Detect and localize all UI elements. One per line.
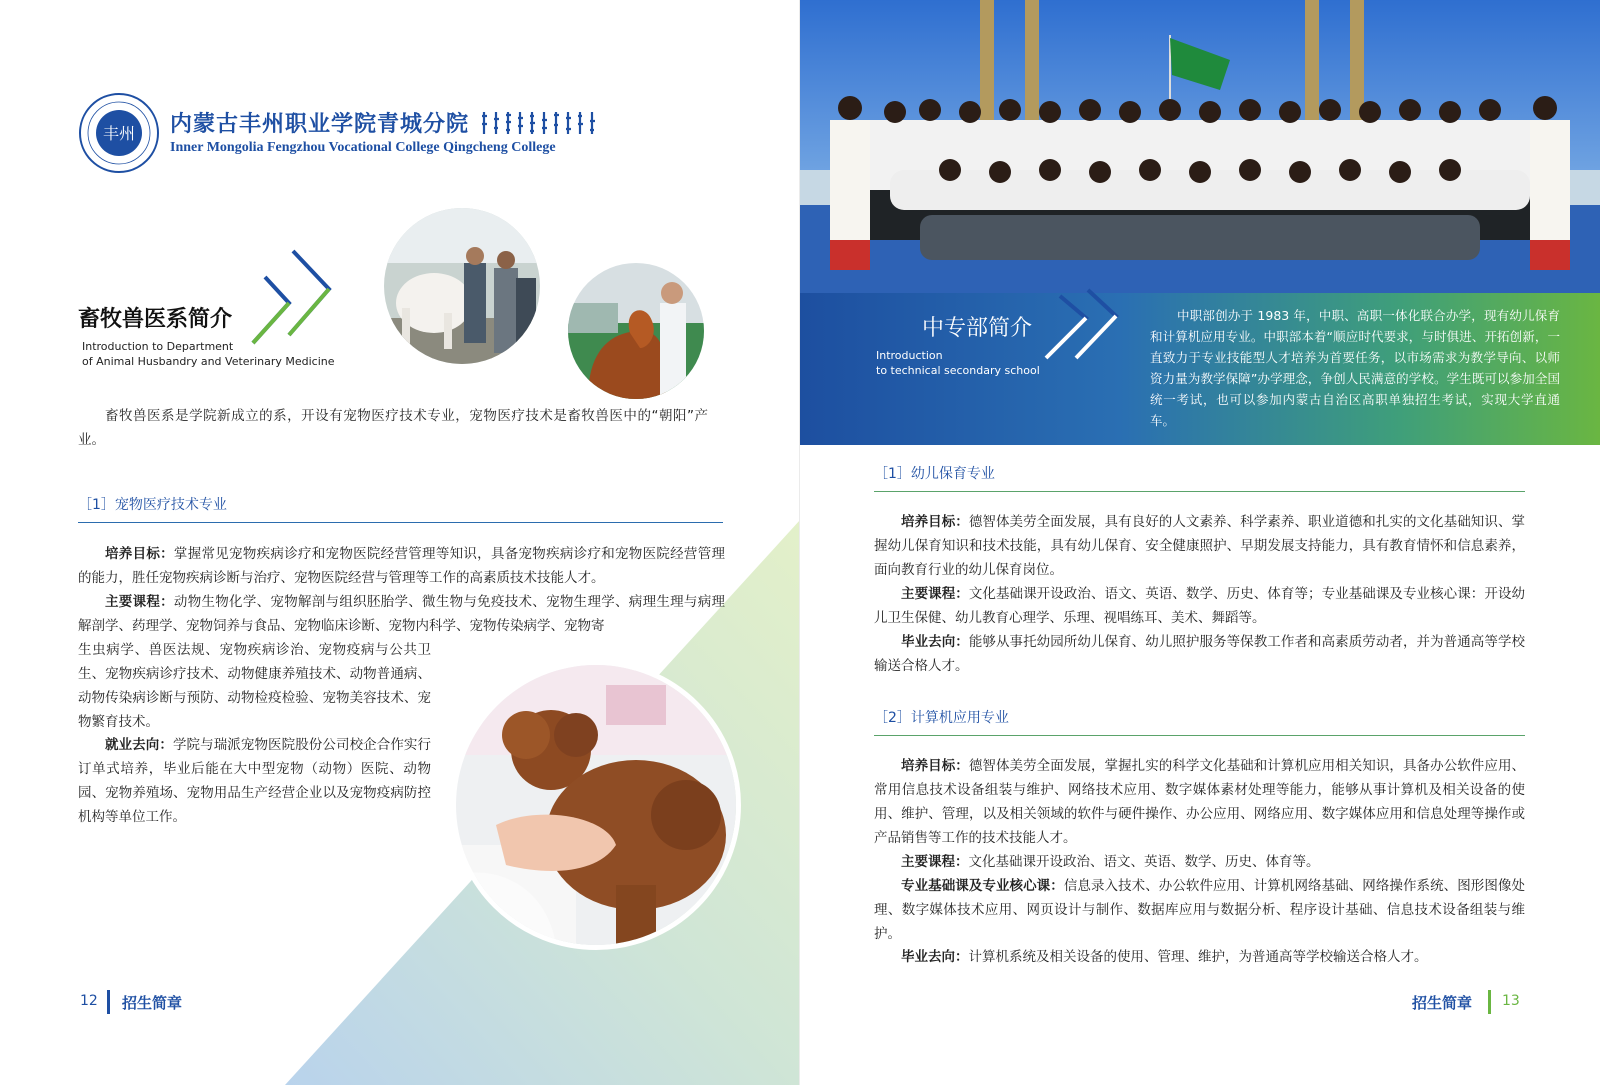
r-major1-divider [874, 491, 1525, 492]
course-label: 主要课程： [105, 594, 174, 610]
career-text: 计算机系统及相关设备的使用、管理、维护，为普通高等学校输送合格人才。 [968, 949, 1428, 965]
footer-bar-right [1488, 990, 1491, 1014]
double-chevron-icon [245, 245, 340, 345]
r-major2-courses [874, 850, 1525, 874]
career-label: 毕业去向： [901, 634, 969, 650]
goal-label: 培养目标： [901, 758, 969, 774]
department-intro: 畜牧兽医系是学院新成立的系，开设有宠物医疗技术专业，宠物医疗技术是畜牧兽医中的“朝阳”产业。 [78, 408, 708, 448]
group-photo-banner [800, 0, 1600, 445]
band-title: 中专部简介 [922, 316, 1033, 341]
section-title: 畜牧兽医系简介 [78, 307, 233, 332]
footer-bar-left [107, 990, 110, 1014]
r-major1-career [874, 630, 1525, 678]
major1-courses-cont: 生虫病学、兽医法规、宠物疾病诊治、宠物疫病与公共卫生、宠物疾病诊疗技术、动物健康养殖技术、动物普通病、动物传染病诊断与预防、动物检疫检验、宠物美容技术、宠物繁育技术。 [78, 642, 431, 730]
major1-career [78, 733, 431, 829]
college-name-cn: 内蒙古丰州职业学院青城分院 [170, 111, 470, 137]
goal-text: 德智体美劳全面发展，掌握扎实的科学文化基础和计算机应用相关知识，具备办公软件应用、常用信息技术设备组装与维护、网络技术应用、数字媒体素材处理等能力，能够从事计算机及相关设备的使用、维护、管理，以及相关领域的软件与硬件操作、办公应用、网络应用、数字媒体应用和信息处理等操作或产品销售等工作的技术技能人才。 [874, 758, 1526, 846]
r-major1-heading: ［1］幼儿保育专业 [874, 466, 995, 482]
major1-divider [78, 522, 723, 523]
logo-text: 丰州 [102, 124, 136, 143]
course-text: 文化基础课开设政治、语文、英语、数学、历史、体育等。 [968, 854, 1320, 870]
course-text: 文化基础课开设政治、语文、英语、数学、历史、体育等；专业基础课及专业核心课：开设幼儿卫生保健、幼儿教育心理学、乐理、视唱练耳、美术、舞蹈等。 [874, 586, 1526, 626]
core-label: 专业基础课及专业核心课： [901, 878, 1064, 894]
r-major2-core [874, 874, 1525, 946]
career-label: 就业去向： [105, 737, 173, 753]
group-photo [800, 0, 1600, 300]
goal-text: 掌握常见宠物疾病诊疗和宠物医院经营管理等知识，具备宠物疾病诊疗和宠物医院经营管理的能力，胜任宠物疾病诊断与治疗、宠物医院经营与管理等工作的高素质技术技能人才。 [78, 546, 726, 586]
college-logo-icon [78, 92, 160, 174]
footer-title-right: 招生简章 [1412, 994, 1473, 1012]
core-text: 信息录入技术、办公软件应用、计算机网络基础、网络操作系统、图形图像处理、数字媒体技术应用、网页设计与制作、数据库应用与数据分析、程序设计基础、信息技术设备组装与维护。 [874, 878, 1526, 942]
course-text-a: 动物生物化学、宠物解剖与组织胚胎学、微生物与免疫技术、宠物生理学、病理生理与病理解剖学、药理学、宠物饲养与食品、宠物临床诊断、宠物内科学、宠物传染病学、宠物寄 [78, 594, 726, 634]
major1-heading: ［1］宠物医疗技术专业 [78, 497, 227, 513]
major1-courses [78, 590, 725, 638]
page-number-left: 12 [80, 993, 98, 1009]
page-number-right: 13 [1502, 993, 1520, 1009]
r-major1-goal [874, 510, 1525, 582]
course-label: 主要课程： [901, 854, 969, 870]
r-major2-goal [874, 754, 1525, 850]
r-major2-heading: ［2］计算机应用专业 [874, 710, 1009, 726]
goal-label: 培养目标： [901, 514, 969, 530]
band-description: 中职部创办于 1983 年，中职、高职一体化联合办学，现有幼儿保育和计算机应用专业。中职部本着“顺应时代要求，与时俱进、开拓创新，一直致力于专业技能型人才培养为首要任务，以市场需求为教学导向、以师资力量为教学保障”办学理念，争创人民满意的学校。学生既可以参加全国统一考试，也可以参加内蒙古自治区高职单独招生考试，实现大学直通车。 [1150, 308, 1560, 428]
r-major2-divider [874, 735, 1525, 736]
photo-horse-vet [568, 263, 704, 399]
section-subtitle-en-line2: of Animal Husbandry and Veterinary Medicine [82, 355, 335, 368]
career-text: 能够从事托幼园所幼儿保育、幼儿照护服务等保教工作者和高素质劳动者，并为普通高等学校输送合格人才。 [874, 634, 1526, 674]
mongolian-script-logo [478, 110, 598, 136]
course-label: 主要课程： [901, 586, 969, 602]
band-subtitle-en-line2: to technical secondary school [876, 364, 1040, 377]
r-major1-courses [874, 582, 1525, 630]
band-subtitle-en [876, 348, 1040, 378]
photo-poodle [451, 660, 741, 950]
photo-cattle-examination [384, 208, 540, 364]
right-page [800, 0, 1600, 1085]
r-major2-career [874, 945, 1525, 969]
college-name-en: Inner Mongolia Fengzhou Vocational College Qingcheng College [170, 140, 556, 155]
career-label: 毕业去向： [901, 949, 969, 965]
goal-text: 德智体美劳全面发展，具有良好的人文素养、科学素养、职业道德和扎实的文化基础知识、掌握幼儿保育知识和技术技能，具有幼儿保育、安全健康照护、早期发展支持能力，具有教育情怀和信息素养，面向教育行业的幼儿保育岗位。 [874, 514, 1526, 578]
band-subtitle-en-line1: Introduction [876, 349, 943, 362]
section-subtitle-en-line1: Introduction to Department [82, 340, 234, 353]
footer-title-left: 招生简章 [122, 994, 183, 1012]
goal-label: 培养目标： [105, 546, 174, 562]
major1-goal [78, 542, 725, 590]
career-text: 学院与瑞派宠物医院股份公司校企合作实行订单式培养，毕业后能在大中型宠物（动物）医院、动物园、宠物养殖场、宠物用品生产经营企业以及宠物疫病防控机构等单位工作。 [78, 737, 432, 825]
